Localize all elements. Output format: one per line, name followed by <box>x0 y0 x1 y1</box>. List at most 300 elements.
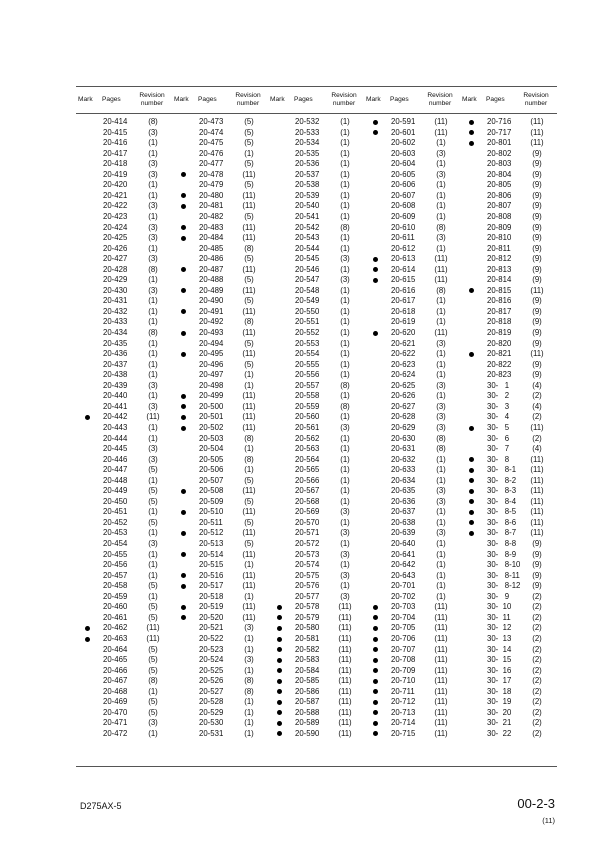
page-number: 20-821 <box>487 349 512 359</box>
page-number: 20-638 <box>391 517 416 527</box>
revision-number: (1) <box>436 507 446 517</box>
table-row <box>366 370 460 380</box>
revision-number: (1) <box>340 233 350 243</box>
table-row <box>78 339 172 349</box>
table-row <box>462 244 556 254</box>
page-number: 20-556 <box>295 370 320 380</box>
revision-number: (1) <box>148 359 158 369</box>
page-number: 20-549 <box>295 296 320 306</box>
revision-number: (1) <box>148 349 158 359</box>
table-row <box>270 212 364 222</box>
table-row <box>78 360 172 370</box>
revision-number: (3) <box>436 169 446 179</box>
revision-mark-dot <box>373 647 378 652</box>
page-number: 30- 8-1 <box>487 465 517 475</box>
page-number: 20-714 <box>391 718 416 728</box>
table-row <box>78 423 172 433</box>
page-number: 20-529 <box>199 707 224 717</box>
page-number: 20-617 <box>391 296 416 306</box>
revision-number: (5) <box>148 517 158 527</box>
revision-number: (2) <box>532 591 542 601</box>
table-row <box>78 149 172 159</box>
revision-number: (1) <box>340 349 350 359</box>
table-row <box>462 307 556 317</box>
table-row <box>462 455 556 465</box>
table-row <box>78 265 172 275</box>
page-number: 20-537 <box>295 169 320 179</box>
revision-mark-dot <box>181 552 186 557</box>
page-number: 30- 19 <box>487 697 512 707</box>
revision-number: (3) <box>148 233 158 243</box>
page-number: 20-550 <box>295 306 320 316</box>
revision-mark-dot <box>181 615 186 620</box>
table-row <box>366 581 460 591</box>
page-number: 30- 1 <box>487 380 510 390</box>
revision-mark-dot <box>469 468 474 473</box>
page-number: 20-603 <box>391 148 416 158</box>
revision-number: (11) <box>434 623 448 633</box>
page-number: 20-485 <box>199 243 224 253</box>
page-number: 20-536 <box>295 159 320 169</box>
revision-number: (11) <box>530 528 544 538</box>
revision-number: (1) <box>148 686 158 696</box>
revision-number: (1) <box>340 138 350 148</box>
page-number: 20-628 <box>391 412 416 422</box>
table-row <box>78 201 172 211</box>
revision-number: (2) <box>532 676 542 686</box>
revision-number: (11) <box>434 718 448 728</box>
page-number: 20-815 <box>487 285 512 295</box>
table-row <box>366 201 460 211</box>
table-row <box>270 402 364 412</box>
table-row <box>174 275 268 285</box>
page-number: 20-459 <box>103 591 128 601</box>
page-number: 20-710 <box>391 676 416 686</box>
revision-number: (1) <box>436 359 446 369</box>
table-row <box>462 286 556 296</box>
table-row <box>174 486 268 496</box>
revision-number: (1) <box>340 211 350 221</box>
table-row <box>78 444 172 454</box>
table-row <box>174 339 268 349</box>
revision-mark-dot <box>373 689 378 694</box>
page-number: 20-538 <box>295 180 320 190</box>
page-number: 20-642 <box>391 560 416 570</box>
page-number: 20-578 <box>295 602 320 612</box>
revision-number: (11) <box>146 412 160 422</box>
table-row <box>270 666 364 676</box>
revision-number: (11) <box>434 728 448 738</box>
page-number: 20-812 <box>487 254 512 264</box>
page-number: 20-561 <box>295 422 320 432</box>
table-row <box>270 286 364 296</box>
revision-number: (3) <box>340 549 350 559</box>
revision-number: (3) <box>340 570 350 580</box>
table-row <box>462 423 556 433</box>
table-row <box>78 191 172 201</box>
page-number: 20-803 <box>487 159 512 169</box>
page-number: 20-607 <box>391 190 416 200</box>
table-row <box>366 655 460 665</box>
revision-number: (1) <box>436 465 446 475</box>
page-number: 20-511 <box>199 517 223 527</box>
page-number: 20-535 <box>295 148 320 158</box>
page-number: 20-468 <box>103 686 128 696</box>
table-row <box>462 613 556 623</box>
table-row <box>270 718 364 728</box>
page-number: 30- 15 <box>487 655 512 665</box>
revision-mark-dot <box>373 731 378 736</box>
table-row <box>366 296 460 306</box>
header-pages: Pages <box>390 95 409 103</box>
page-number: 20-515 <box>199 560 224 570</box>
table-row <box>78 402 172 412</box>
page-number: 20-518 <box>199 591 224 601</box>
table-row <box>462 138 556 148</box>
table-row <box>270 476 364 486</box>
page-number: 20-477 <box>199 159 224 169</box>
table-row <box>270 729 364 739</box>
page-number: 20-552 <box>295 328 320 337</box>
page-number: 20-547 <box>295 275 320 285</box>
revision-number: (1) <box>148 370 158 380</box>
revision-mark-dot <box>469 531 474 536</box>
table-row <box>270 697 364 707</box>
page-number: 20-483 <box>199 222 224 232</box>
page-number: 30- 8-11 <box>487 570 520 580</box>
revision-mark-dot <box>469 457 474 462</box>
header-mark: Mark <box>366 95 381 103</box>
page-number: 20-613 <box>391 254 416 264</box>
revision-mark-dot <box>181 510 186 515</box>
revision-number: (9) <box>532 169 542 179</box>
page-number: 20-614 <box>391 264 416 274</box>
table-row <box>270 159 364 169</box>
revision-number: (3) <box>148 380 158 390</box>
table-row <box>462 444 556 454</box>
revision-number: (11) <box>434 676 448 686</box>
revision-number: (5) <box>244 338 254 348</box>
page-number: 20-715 <box>391 728 416 738</box>
table-row <box>174 244 268 254</box>
revision-number: (1) <box>148 317 158 327</box>
revision-number: (8) <box>148 264 158 274</box>
table-row <box>270 180 364 190</box>
page-number: 20-429 <box>103 275 128 285</box>
table-row <box>366 391 460 401</box>
page-number: 20-574 <box>295 560 320 570</box>
table-row <box>174 349 268 359</box>
revision-number: (11) <box>242 412 256 422</box>
table-row <box>366 191 460 201</box>
page-number: 20-555 <box>295 359 320 369</box>
table-row <box>174 507 268 517</box>
page-number: 20-522 <box>199 633 224 643</box>
revision-number: (11) <box>434 633 448 643</box>
page-number: 20-487 <box>199 264 224 274</box>
page-number: 20-501 <box>199 412 224 422</box>
table-row <box>366 349 460 359</box>
page-number: 20-506 <box>199 465 224 475</box>
page-number: 30- 4 <box>487 412 510 422</box>
revision-number: (1) <box>340 539 350 548</box>
page-number: 20-587 <box>295 697 320 707</box>
revision-mark-dot <box>277 689 282 694</box>
page-number: 20-822 <box>487 359 512 369</box>
revision-number: (8) <box>436 285 446 295</box>
revision-number: (11) <box>434 602 448 612</box>
revision-number: (5) <box>244 496 254 506</box>
revision-number: (1) <box>244 644 254 654</box>
revision-mark-dot <box>373 626 378 631</box>
revision-number: (2) <box>532 612 542 622</box>
table-row <box>366 265 460 275</box>
table-row <box>366 560 460 570</box>
revision-number: (1) <box>148 728 158 738</box>
table-row <box>462 212 556 222</box>
page-number: 30- 14 <box>487 644 512 654</box>
header-revision-number: Revision number <box>139 92 165 107</box>
revision-number: (11) <box>242 201 256 211</box>
table-row <box>462 676 556 686</box>
header-pages: Pages <box>198 95 217 103</box>
table-row <box>366 381 460 391</box>
revision-number: (1) <box>340 317 350 327</box>
table-row <box>174 581 268 591</box>
revision-number: (9) <box>532 317 542 327</box>
revision-mark-dot <box>277 658 282 663</box>
page-number: 30- 22 <box>487 728 512 738</box>
page-number: 20-553 <box>295 338 320 348</box>
revision-mark-dot <box>181 489 186 494</box>
revision-number: (11) <box>434 612 448 622</box>
table-row <box>174 592 268 602</box>
revision-number: (5) <box>244 475 254 485</box>
table-row <box>270 275 364 285</box>
page-number: 20-430 <box>103 285 128 295</box>
page-number: 20-417 <box>103 148 128 158</box>
revision-number: (11) <box>530 496 544 506</box>
table-row <box>174 645 268 655</box>
page-number: 20-426 <box>103 243 128 253</box>
page-number: 20-528 <box>199 697 224 707</box>
revision-mark-dot <box>277 679 282 684</box>
revision-number: (11) <box>242 602 256 612</box>
revision-number: (11) <box>242 581 256 591</box>
header-mark: Mark <box>78 95 93 103</box>
page-number: 30- 8-3 <box>487 486 517 496</box>
revision-number: (1) <box>436 560 446 570</box>
revision-number: (9) <box>532 539 542 548</box>
footer-revision: (11) <box>542 816 555 825</box>
revision-number: (5) <box>244 275 254 285</box>
revision-number: (1) <box>148 296 158 306</box>
page-number: 20-495 <box>199 349 224 359</box>
page-number: 20-817 <box>487 306 512 316</box>
table-row <box>78 676 172 686</box>
table-row <box>78 602 172 612</box>
revision-number: (3) <box>148 127 158 137</box>
revision-number: (5) <box>148 707 158 717</box>
page-number: 20-542 <box>295 222 320 232</box>
page-number: 20-533 <box>295 127 320 137</box>
rule-header <box>76 113 557 114</box>
revision-number: (1) <box>340 486 350 496</box>
table-row <box>78 518 172 528</box>
table-row <box>270 223 364 233</box>
revision-number: (3) <box>148 285 158 295</box>
table-row <box>270 149 364 159</box>
revision-number: (9) <box>532 549 542 559</box>
page-number: 20-610 <box>391 222 416 232</box>
table-row <box>78 328 172 338</box>
header-revision-number: Revision number <box>235 92 261 107</box>
revision-mark-dot <box>373 257 378 262</box>
revision-number: (5) <box>244 180 254 190</box>
revision-mark-dot <box>373 615 378 620</box>
page-number: 20-476 <box>199 148 224 158</box>
revision-mark-dot <box>469 489 474 494</box>
revision-number: (4) <box>532 401 542 411</box>
table-row <box>174 159 268 169</box>
revision-number: (9) <box>532 201 542 211</box>
revision-number: (1) <box>148 211 158 221</box>
page-number: 20-632 <box>391 454 416 464</box>
revision-mark-dot <box>373 605 378 610</box>
table-row <box>174 708 268 718</box>
page-number: 20-704 <box>391 612 416 622</box>
table-row <box>270 645 364 655</box>
table-row <box>78 244 172 254</box>
revision-number: (3) <box>148 201 158 211</box>
revision-number: (11) <box>338 676 352 686</box>
revision-number: (8) <box>340 222 350 232</box>
table-row <box>270 233 364 243</box>
revision-number: (2) <box>532 602 542 612</box>
table-row <box>270 244 364 254</box>
revision-number: (1) <box>340 517 350 527</box>
revision-number: (11) <box>242 570 256 580</box>
table-row <box>462 191 556 201</box>
table-row <box>174 402 268 412</box>
page-number: 20-482 <box>199 211 224 221</box>
revision-number: (1) <box>244 560 254 570</box>
revision-number: (1) <box>148 570 158 580</box>
revision-number: (1) <box>244 370 254 380</box>
revision-mark-dot <box>277 668 282 673</box>
page-number: 20-469 <box>103 697 128 707</box>
revision-number: (11) <box>338 655 352 665</box>
page-number: 20-629 <box>391 422 416 432</box>
table-row <box>366 634 460 644</box>
table-row <box>174 666 268 676</box>
page-number: 20-819 <box>487 328 512 337</box>
table-row <box>366 602 460 612</box>
table-row <box>174 149 268 159</box>
page-number: 20-712 <box>391 697 416 707</box>
table-row <box>270 412 364 422</box>
revision-number: (1) <box>340 285 350 295</box>
page-number: 20-419 <box>103 169 128 179</box>
table-row <box>366 444 460 454</box>
revision-number: (2) <box>532 633 542 643</box>
revision-number: (2) <box>532 686 542 696</box>
table-row <box>462 518 556 528</box>
revision-mark-dot <box>373 278 378 283</box>
table-row <box>366 676 460 686</box>
revision-number: (11) <box>530 475 544 485</box>
revision-number: (9) <box>532 264 542 274</box>
revision-mark-dot <box>469 352 474 357</box>
revision-number: (3) <box>148 222 158 232</box>
revision-number: (9) <box>532 359 542 369</box>
page-number: 20-643 <box>391 570 416 580</box>
table-row <box>174 423 268 433</box>
table-row <box>462 159 556 169</box>
revision-number: (1) <box>436 138 446 148</box>
page-number: 20-496 <box>199 359 224 369</box>
page-number: 20-416 <box>103 138 128 148</box>
page-number: 20-516 <box>199 570 224 580</box>
table-row <box>78 560 172 570</box>
revision-number: (11) <box>530 117 544 126</box>
revision-number: (11) <box>338 697 352 707</box>
page-number: 20-585 <box>295 676 320 686</box>
page-number: 20-435 <box>103 338 128 348</box>
revision-number: (3) <box>436 148 446 158</box>
revision-number: (1) <box>436 370 446 380</box>
revision-mark-dot <box>181 309 186 314</box>
revision-number: (1) <box>340 581 350 591</box>
table-row <box>366 729 460 739</box>
revision-number: (9) <box>532 306 542 316</box>
revision-mark-dot <box>469 478 474 483</box>
revision-number: (3) <box>148 159 158 169</box>
page-number: 20-432 <box>103 306 128 316</box>
table-row <box>270 434 364 444</box>
revision-number: (3) <box>436 338 446 348</box>
revision-number: (1) <box>436 549 446 559</box>
page-number: 20-590 <box>295 728 320 738</box>
revision-number: (5) <box>148 655 158 665</box>
page-number: 20-503 <box>199 433 224 443</box>
table-row <box>462 349 556 359</box>
table-row <box>174 170 268 180</box>
revision-number: (2) <box>532 391 542 401</box>
page-number: 20-620 <box>391 328 416 337</box>
table-row <box>174 254 268 264</box>
revision-number: (11) <box>530 422 544 432</box>
table-row <box>462 486 556 496</box>
page-number: 20-582 <box>295 644 320 654</box>
page-number: 20-421 <box>103 190 128 200</box>
table-row <box>270 687 364 697</box>
page-number: 20-423 <box>103 211 128 221</box>
page-number: 20-640 <box>391 539 416 548</box>
revision-number: (11) <box>338 602 352 612</box>
revision-mark-dot <box>181 394 186 399</box>
page-number: 20-637 <box>391 507 416 517</box>
revision-number: (1) <box>148 138 158 148</box>
revision-number: (1) <box>436 475 446 485</box>
revision-number: (11) <box>146 633 160 643</box>
table-row <box>270 201 364 211</box>
table-row <box>270 592 364 602</box>
table-row <box>78 571 172 581</box>
table-row <box>366 128 460 138</box>
page-number: 20-456 <box>103 560 128 570</box>
revision-number: (9) <box>532 328 542 337</box>
